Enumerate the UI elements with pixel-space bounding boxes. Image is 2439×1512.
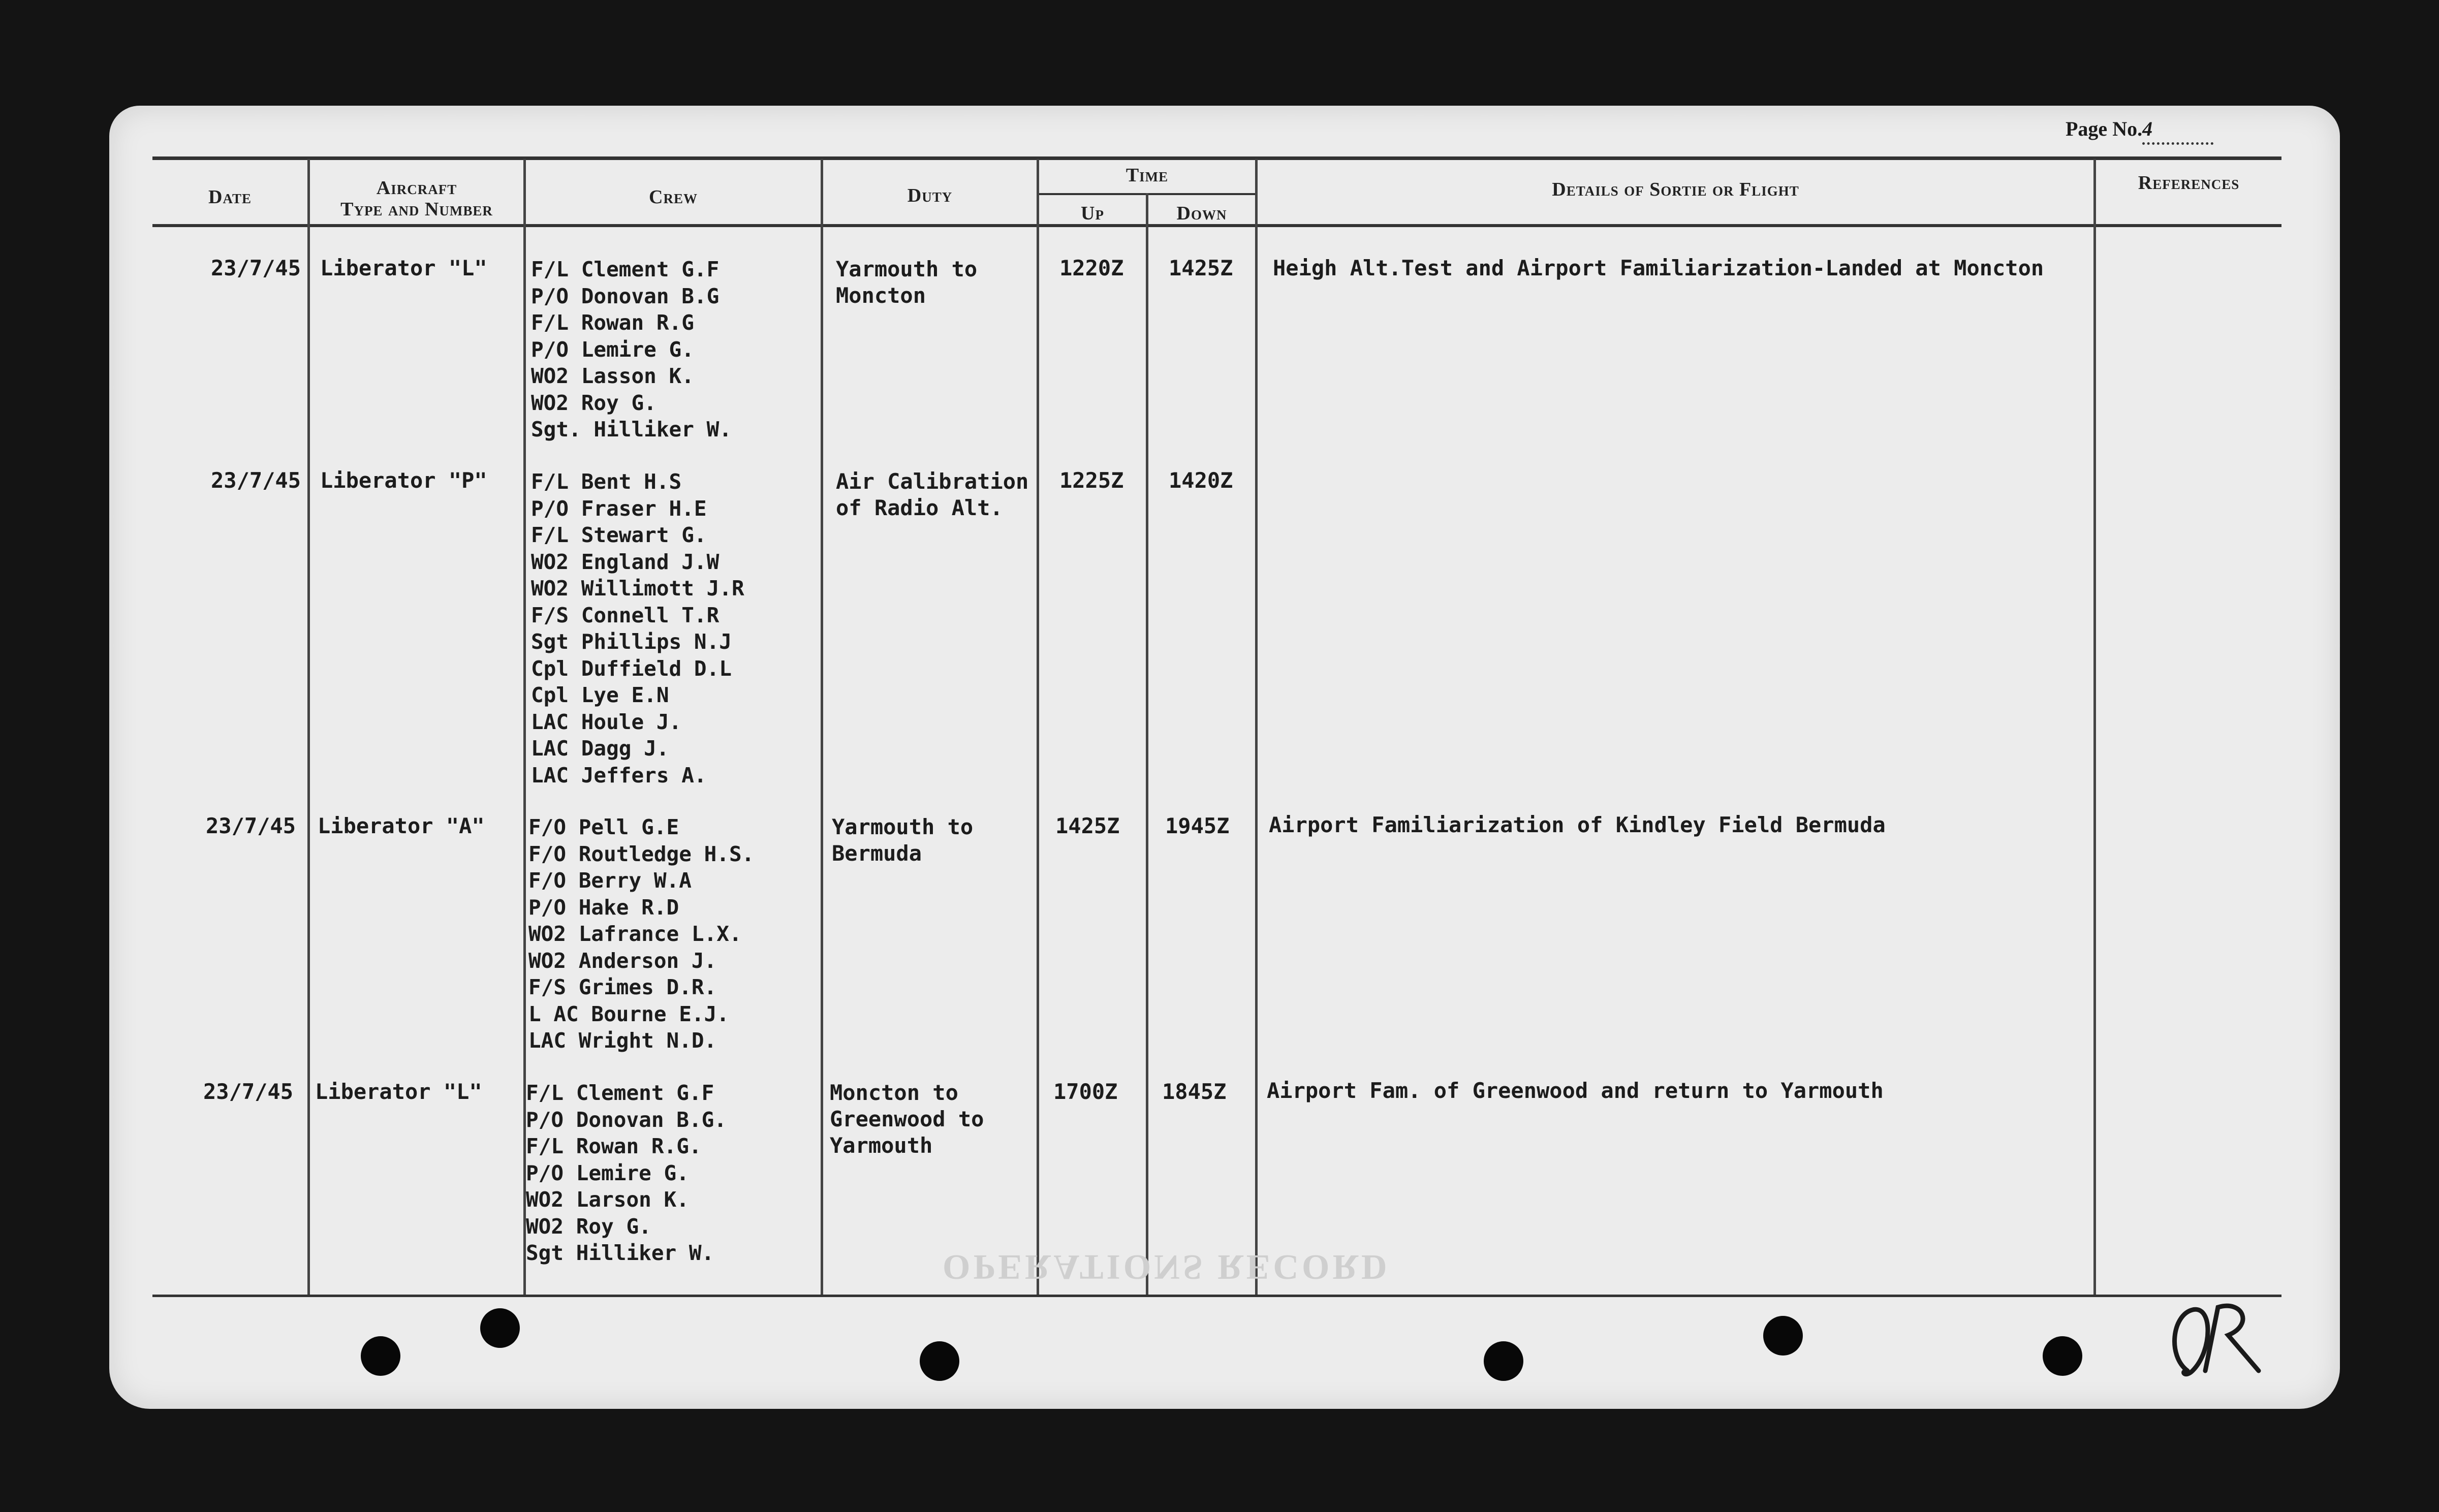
crew-member: WO2 Lasson K. [531,364,694,388]
header-duty: Duty [907,185,953,206]
crew-member: F/L Rowan R.G [531,310,694,335]
crew-member: F/L Stewart G. [531,523,707,547]
page-number-value: 4 [2142,116,2213,145]
entry-aircraft: Liberator "L" [315,1079,482,1104]
crew-member: P/O Fraser H.E [531,496,707,521]
punch-hole [361,1336,400,1376]
crew-member: LAC Dagg J. [531,736,669,761]
header-aircraft-line1: Aircraft [376,177,457,199]
header-time: Time [1125,165,1169,186]
entry-time-down: 1425Z [1169,256,1233,280]
crew-member: WO2 England J.W [531,549,720,574]
crew-member: WO2 Willimott J.R [531,576,744,601]
crew-member: WO2 Roy G. [531,390,656,415]
entry-duty-line: Bermuda [832,841,922,866]
entry-crew-list [531,468,744,789]
crew-member: WO2 Anderson J. [528,948,717,973]
entry-time-up: 1700Z [1053,1079,1118,1104]
entry-time-down: 1845Z [1162,1079,1227,1104]
entry-aircraft: Liberator "L" [320,256,487,280]
crew-member: Sgt Hilliker W. [526,1241,714,1265]
entry-duty-line: Greenwood to [830,1107,984,1131]
header-up: Up [1081,203,1104,224]
col-rule-details [2093,159,2096,1295]
entry-duty-line: Yarmouth [830,1133,933,1158]
entry-time-down: 1420Z [1169,468,1233,493]
crew-member: P/O Donovan B.G. [526,1107,727,1132]
crew-member: F/L Clement G.F [531,257,720,281]
table-bottom-rule [152,1295,2281,1297]
crew-member: F/S Grimes D.R. [528,975,717,999]
crew-member: F/O Pell G.E [528,815,679,839]
crew-member: L AC Bourne E.J. [528,1001,729,1026]
entry-date: 23/7/45 [206,813,296,838]
entry-duty-line: Moncton [836,283,926,308]
page-number [2066,116,2213,145]
crew-member: F/L Rowan R.G. [526,1134,702,1158]
col-rule-date [307,159,310,1295]
crew-member: LAC Houle J. [531,709,682,734]
crew-member: LAC Wright N.D. [528,1028,717,1053]
header-crew: Crew [649,186,698,208]
punch-hole [2043,1336,2082,1376]
entry-date: 23/7/45 [211,256,301,280]
entry-duty-line: Yarmouth to [836,257,978,281]
entry-time-down: 1945Z [1165,813,1230,838]
crew-member: F/L Bent H.S [531,469,682,494]
col-rule-down [1255,159,1258,1295]
col-rule-crew [821,159,823,1295]
entry-aircraft: Liberator "P" [320,468,487,493]
entry-time-up: 1425Z [1055,813,1120,838]
header-down: Down [1176,203,1227,224]
crew-member: F/O Routledge H.S. [528,841,755,866]
punch-hole [1763,1316,1803,1356]
header-references: References [2138,172,2240,194]
header-date: Date [208,186,252,208]
entry-details: Airport Familiarization of Kindley Field Bermuda [1269,812,1886,837]
header-aircraft-line2: Type and Number [340,199,493,220]
signature-initials-mark [2157,1295,2279,1381]
header-top-rule [152,156,2281,160]
entry-duty-line: of Radio Alt. [836,495,1003,520]
punch-hole [480,1308,520,1348]
entry-date: 23/7/45 [203,1079,294,1104]
col-rule-duty [1037,159,1039,1295]
entry-details: Heigh Alt.Test and Airport Familiarization-Landed at Moncton [1273,256,2044,280]
crew-member: P/O Hake R.D [528,895,679,920]
crew-member: Cpl Lye E.N [531,683,669,707]
crew-member: WO2 Lafrance L.X. [528,922,742,946]
entry-duty-line: Air Calibration [836,469,1029,494]
crew-member: LAC Jeffers A. [531,763,707,788]
header-details: Details of Sortie or Flight [1552,179,1799,200]
entry-crew-list [531,256,732,443]
crew-member: Sgt. Hilliker W. [531,417,732,442]
punch-hole [920,1341,959,1381]
crew-member: Cpl Duffield D.L [531,656,732,681]
entry-date: 23/7/45 [211,468,301,493]
crew-member: WO2 Roy G. [526,1214,651,1239]
entry-details: Airport Fam. of Greenwood and return to Yarmouth [1267,1078,1884,1103]
col-rule-up [1146,193,1148,1295]
entry-duty-line: Yarmouth to [832,814,974,839]
crew-member: Sgt Phillips N.J [531,629,732,654]
entry-crew-list [528,814,754,1054]
crew-member: P/O Donovan B.G [531,284,720,308]
crew-member: F/L Clement G.F [526,1081,714,1105]
crew-member: P/O Lemire G. [526,1160,689,1185]
crew-member: P/O Lemire G. [531,337,694,362]
entry-time-up: 1225Z [1059,468,1124,493]
entry-duty-line: Moncton to [830,1080,958,1105]
crew-member: F/S Connell T.R [531,603,720,627]
entry-crew-list [526,1080,727,1267]
punch-hole [1484,1341,1523,1381]
record-card [109,106,2340,1409]
crew-member: WO2 Larson K. [526,1187,689,1212]
crew-member: F/O Berry W.A [528,868,692,893]
entry-aircraft: Liberator "A" [318,813,485,838]
bleed-through-ghost-text: OPERATIONS RECORD [943,1247,1390,1286]
entry-time-up: 1220Z [1059,256,1124,280]
page-number-label: Page No. [2066,117,2143,140]
